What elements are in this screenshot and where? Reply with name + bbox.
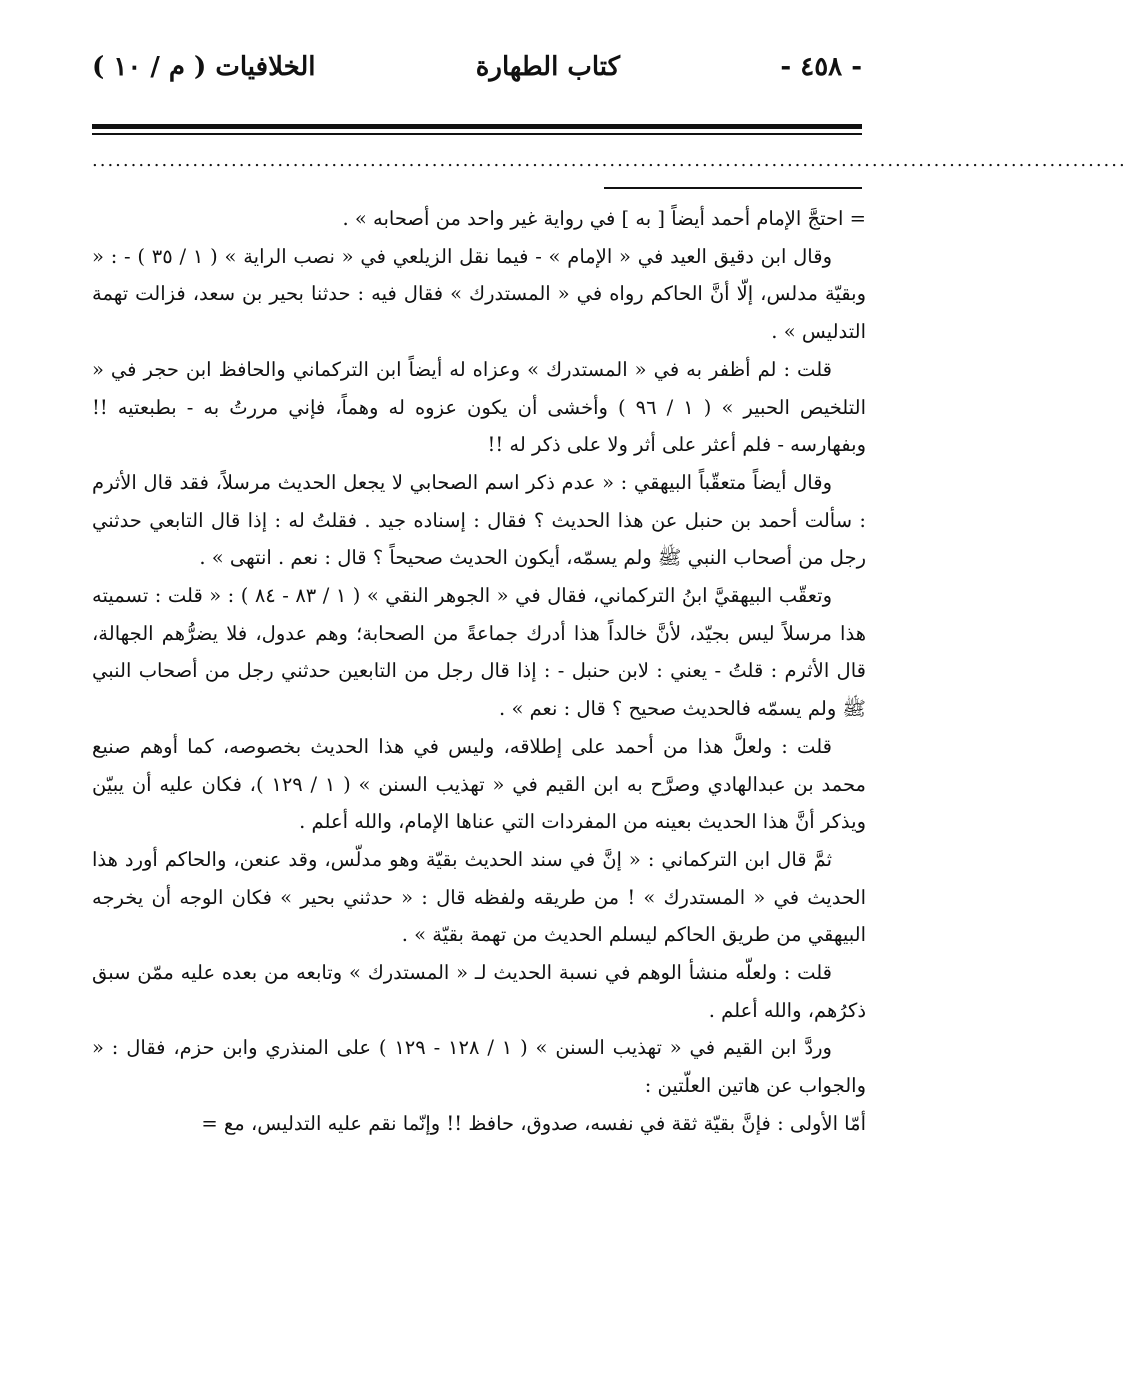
paragraph: وقال أيضاً متعقّباً البيهقي : « عدم ذكر اسم الصحابي لا يجعل الحديث مرسلاً، فقد قال الأثرم : سألت أحمد بن حنبل عن هذا الحديث ؟ فقال : إسناده جيد . فقلتُ له : إذا قال التابعي حدثني رجل من أصحاب النبي ﷺ ولم يسمّه، أيكون الحديث صحيحاً ؟ قال : نعم . انتهى » . xyxy=(92,470,866,570)
running-header xyxy=(92,52,862,96)
footnote-rule xyxy=(604,187,862,189)
page-number: - ٤٥٨ - xyxy=(780,52,862,82)
paragraph: أمّا الأولى : فإنَّ بقيّة ثقة في نفسه، صدوق، حافظ !! وإنّما نقم عليه التدليس، مع = xyxy=(201,1111,866,1135)
dotted-separator: ...................................................................................................................................... xyxy=(92,150,1127,171)
paragraph: = احتجَّ الإمام أحمد أيضاً [ به ] في رواية غير واحد من أصحابه » . xyxy=(342,207,866,230)
paragraph: قلت : ولعلَّ هذا من أحمد على إطلاقه، وليس في هذا الحديث بخصوصه، كما أوهم صنيع محمد بن عبدالهادي وصرَّح به ابن القيم في « تهذيب السنن » ( ١ / ١٢٩ )، فكان عليه أن يبيّن ويذكر أنَّ هذا الحديث بعينه من المفردات التي عناها الإمام، والله أعلم . xyxy=(92,734,866,834)
paragraph: قلت : لم أظفر به في « المستدرك » وعزاه له أيضاً ابن التركماني والحافظ ابن حجر في « التلخيص الحبير » ( ١ / ٩٦ ) وأخشى أن يكون عزوه له وهماً، فإني مررتُ به - بطبعتيه !! وبفهارسه - فلم أعثر على أثر ولا على ذكر له !! xyxy=(92,357,866,457)
footnote-text xyxy=(92,200,866,1320)
paragraph: وتعقّب البيهقيَّ ابنُ التركماني، فقال في « الجوهر النقي » ( ١ / ٨٣ - ٨٤ ) : « قلت : تسميته هذا مرسلاً ليس بجيّد، لأنَّ خالداً هذا أدرك جماعةً من الصحابة؛ وهم عدول، فلا يضرُّهم الجهالة، قال الأثرم : قلتُ - يعني : لابن حنبل - : إذا قال رجل من التابعين حدثني رجل من أصحاب النبي ﷺ ولم يسمّه فالحديث صحيح ؟ قال : نعم » . xyxy=(92,584,866,721)
paragraph: قلت : ولعلّه منشأ الوهم في نسبة الحديث لـ « المستدرك » وتابعه من بعده عليه ممّن سبق ذكرُهم، والله أعلم . xyxy=(92,961,866,1022)
paragraph: ثمَّ قال ابن التركماني : « إنَّ في سند الحديث بقيّة وهو مدلّس، وقد عنعن، والحاكم أورد هذا الحديث في « المستدرك » ! من طريقه ولفظه قال : « حدثني بحير » فكان الوجه أن يخرجه البيهقي من طريق الحاكم ليسلم الحديث من تهمة بقيّة » . xyxy=(92,847,866,947)
paragraph: وقال ابن دقيق العيد في « الإمام » - فيما نقل الزيلعي في « نصب الراية » ( ١ / ٣٥ ) - : « وبقيّة مدلس، إلّا أنَّ الحاكم رواه في « المستدرك » فقال فيه : حدثنا بحير بن سعد، فزالت تهمة التدليس » . xyxy=(92,244,866,344)
volume-title: الخلافيات ( م / ١٠ ) xyxy=(92,52,316,82)
header-rule-thin xyxy=(92,133,862,135)
header-rule-thick xyxy=(92,124,862,129)
book-title: كتاب الطهارة xyxy=(475,52,620,82)
paragraph: وردَّ ابن القيم في « تهذيب السنن » ( ١ / ١٢٨ - ١٢٩ ) على المنذري وابن حزم، فقال : « والجواب عن هاتين العلّتين : xyxy=(92,1036,866,1098)
